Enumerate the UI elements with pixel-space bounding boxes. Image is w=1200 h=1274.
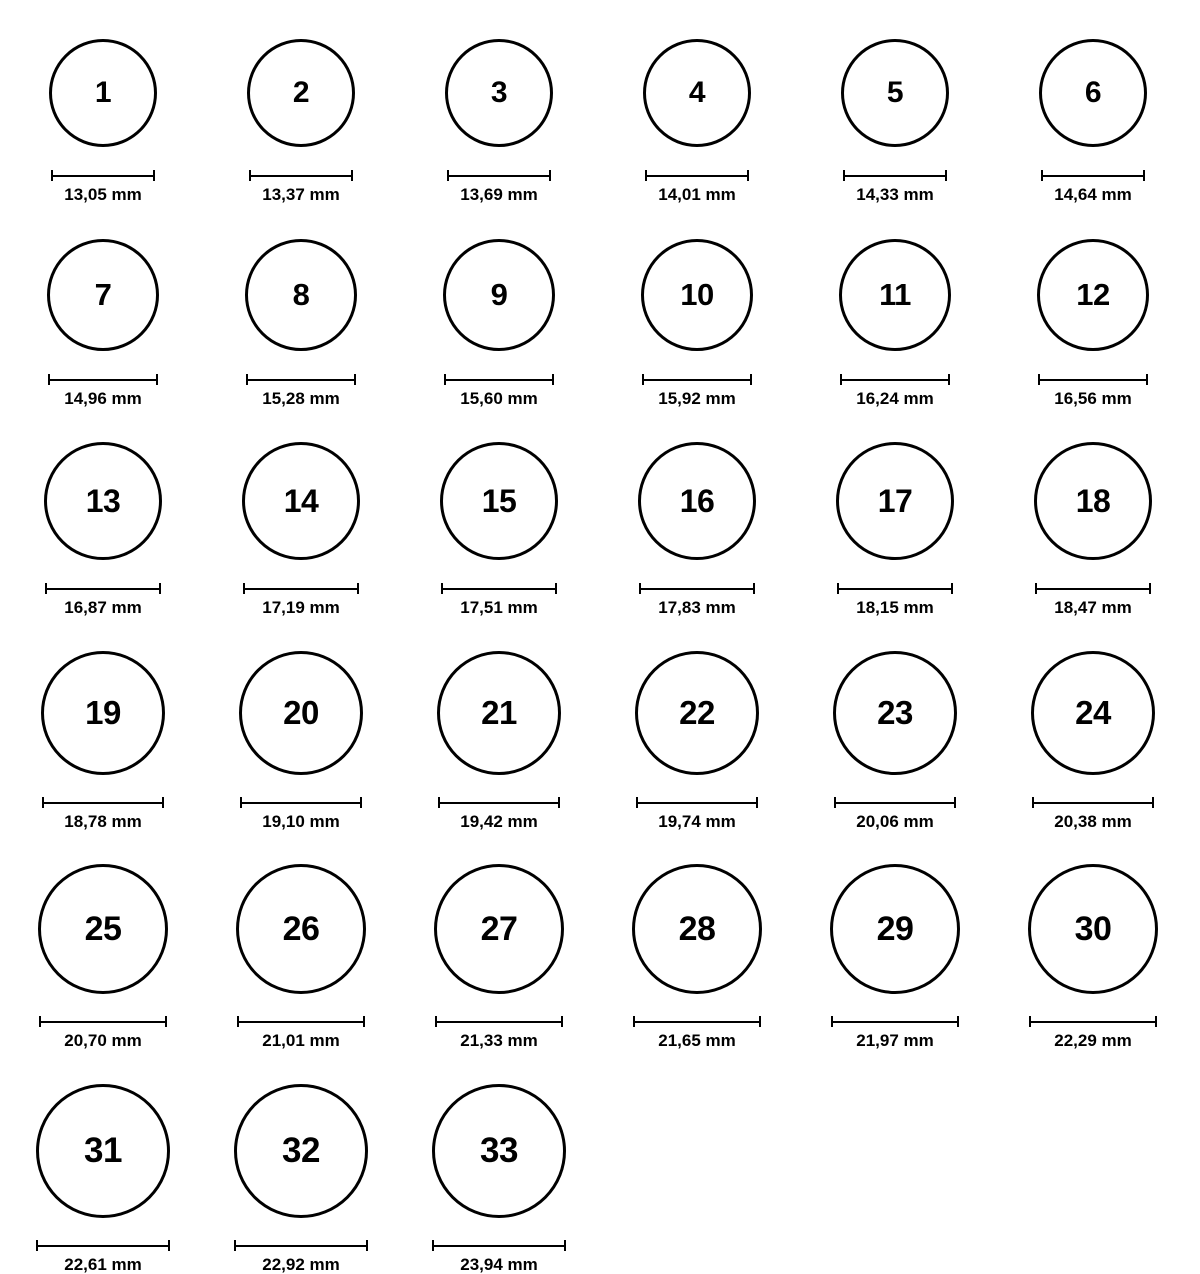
diameter-label: 19,42 mm [460, 812, 538, 831]
ring-circle-wrap [800, 630, 990, 795]
ring-circle-wrap [602, 630, 792, 795]
ring-size-cell [404, 217, 594, 407]
measure-bar-line [441, 588, 557, 590]
ring-size-number: 26 [282, 910, 320, 948]
ring-size-number: 13 [85, 483, 121, 519]
diameter-label: 18,15 mm [856, 598, 934, 617]
measure-bar-graphic [840, 374, 950, 385]
measure-bar-graphic [834, 797, 956, 808]
measure-bar-line [237, 1021, 365, 1023]
ring-size-number: 28 [678, 910, 716, 948]
diameter-measure-bar [240, 795, 362, 809]
ring-circle [38, 864, 168, 994]
ring-size-number: 3 [490, 76, 508, 109]
diameter-label: 21,97 mm [856, 1031, 934, 1050]
measure-bar-graphic [636, 797, 758, 808]
ring-circle-wrap [998, 844, 1188, 1014]
diameter-measure-bar [243, 581, 359, 595]
ring-circle [236, 864, 366, 994]
ring-circle [1031, 651, 1155, 775]
diameter-label: 13,05 mm [64, 185, 142, 204]
ring-circle [635, 651, 759, 775]
measure-bar-line [831, 1021, 959, 1023]
ring-size-cell [602, 421, 792, 616]
ring-circle [833, 651, 957, 775]
ring-size-cell [404, 630, 594, 830]
ring-circle-wrap [800, 421, 990, 581]
ring-circle-wrap [998, 630, 1188, 795]
diameter-label: 14,01 mm [658, 185, 736, 204]
ring-circle [239, 651, 363, 775]
ring-circle [41, 651, 165, 775]
diameter-label: 20,38 mm [1054, 812, 1132, 831]
ring-circle-wrap [206, 18, 396, 168]
ring-circle [445, 39, 553, 147]
measure-bar-line [432, 1245, 566, 1247]
measure-bar-line [639, 588, 755, 590]
diameter-label: 20,06 mm [856, 812, 934, 831]
measure-bar-line [636, 802, 758, 804]
ring-size-number: 5 [886, 76, 904, 109]
ring-circle-wrap [8, 421, 198, 581]
ring-size-cell [404, 844, 594, 1049]
measure-bar-graphic [234, 1240, 368, 1251]
ring-size-number: 33 [480, 1131, 518, 1170]
diameter-label: 13,37 mm [262, 185, 340, 204]
ring-circle-wrap [602, 421, 792, 581]
diameter-label: 22,92 mm [262, 1255, 340, 1274]
measure-bar-graphic [633, 1016, 761, 1027]
ring-size-cell [404, 1063, 594, 1273]
ring-size-number: 23 [877, 694, 913, 731]
ring-size-number: 30 [1074, 910, 1112, 948]
diameter-measure-bar [1041, 168, 1145, 182]
diameter-label: 15,28 mm [262, 389, 340, 408]
ring-size-cell [602, 630, 792, 830]
measure-bar-line [435, 1021, 563, 1023]
ring-size-cell [998, 217, 1188, 407]
diameter-measure-bar [39, 1014, 167, 1028]
ring-size-number: 17 [877, 483, 913, 519]
measure-bar-line [438, 802, 560, 804]
ring-circle [247, 39, 355, 147]
measure-bar-line [39, 1021, 167, 1023]
ring-circle-wrap [602, 18, 792, 168]
ring-size-number: 19 [85, 694, 121, 731]
diameter-label: 14,64 mm [1054, 185, 1132, 204]
diameter-measure-bar [645, 168, 749, 182]
measure-bar-graphic [642, 374, 752, 385]
diameter-measure-bar [1032, 795, 1154, 809]
ring-circle [437, 651, 561, 775]
diameter-label: 17,19 mm [262, 598, 340, 617]
ring-size-cell [404, 421, 594, 616]
diameter-label: 21,01 mm [262, 1031, 340, 1050]
ring-circle-wrap [800, 217, 990, 372]
measure-bar-line [240, 802, 362, 804]
measure-bar-line [36, 1245, 170, 1247]
diameter-label: 22,61 mm [64, 1255, 142, 1274]
ring-size-cell [998, 421, 1188, 616]
ring-circle-wrap [8, 18, 198, 168]
measure-bar-graphic [444, 374, 554, 385]
diameter-measure-bar [1035, 581, 1151, 595]
diameter-measure-bar [234, 1238, 368, 1252]
ring-size-cell [8, 844, 198, 1049]
ring-size-number: 24 [1075, 694, 1111, 731]
diameter-label: 14,96 mm [64, 389, 142, 408]
ring-size-cell [206, 630, 396, 830]
ring-size-number: 29 [876, 910, 914, 948]
ring-size-cell [8, 217, 198, 407]
measure-bar-line [48, 379, 158, 381]
ring-size-number: 32 [282, 1131, 320, 1170]
measure-bar-graphic [831, 1016, 959, 1027]
measure-bar-graphic [243, 583, 359, 594]
measure-bar-graphic [249, 170, 353, 181]
diameter-measure-bar [438, 795, 560, 809]
measure-bar-line [444, 379, 554, 381]
ring-size-cell [206, 18, 396, 203]
diameter-measure-bar [36, 1238, 170, 1252]
ring-row [0, 421, 1200, 616]
ring-circle-wrap [998, 18, 1188, 168]
ring-circle [242, 442, 360, 560]
ring-size-number: 18 [1075, 483, 1111, 519]
diameter-label: 16,56 mm [1054, 389, 1132, 408]
diameter-label: 15,60 mm [460, 389, 538, 408]
measure-bar-graphic [1038, 374, 1148, 385]
diameter-label: 13,69 mm [460, 185, 538, 204]
diameter-label: 15,92 mm [658, 389, 736, 408]
ring-size-number: 6 [1084, 76, 1102, 109]
ring-row [0, 217, 1200, 407]
ring-circle-wrap [8, 630, 198, 795]
diameter-measure-bar [843, 168, 947, 182]
ring-size-number: 1 [94, 76, 112, 109]
measure-bar-line [840, 379, 950, 381]
ring-size-number: 12 [1076, 277, 1110, 312]
ring-size-cell [800, 421, 990, 616]
ring-circle-wrap [404, 844, 594, 1014]
ring-circle [44, 442, 162, 560]
ring-size-cell [602, 18, 792, 203]
ring-circle-wrap [998, 217, 1188, 372]
diameter-measure-bar [447, 168, 551, 182]
ring-circle [1037, 239, 1149, 351]
ring-circle [432, 1084, 566, 1218]
measure-bar-graphic [36, 1240, 170, 1251]
ring-circle [49, 39, 157, 147]
measure-bar-line [45, 588, 161, 590]
diameter-measure-bar [51, 168, 155, 182]
ring-circle [830, 864, 960, 994]
measure-bar-graphic [42, 797, 164, 808]
ring-circle-wrap [404, 217, 594, 372]
ring-size-cell [998, 844, 1188, 1049]
measure-bar-line [843, 175, 947, 177]
ring-size-cell [602, 217, 792, 407]
measure-bar-line [1038, 379, 1148, 381]
ring-size-cell [8, 421, 198, 616]
diameter-label: 17,51 mm [460, 598, 538, 617]
ring-size-number: 25 [84, 910, 122, 948]
ring-size-cell [206, 217, 396, 407]
measure-bar-graphic [441, 583, 557, 594]
diameter-measure-bar [642, 372, 752, 386]
ring-size-number: 31 [84, 1131, 122, 1170]
measure-bar-line [447, 175, 551, 177]
diameter-measure-bar [246, 372, 356, 386]
ring-size-cell [800, 217, 990, 407]
diameter-measure-bar [444, 372, 554, 386]
measure-bar-line [633, 1021, 761, 1023]
ring-size-cell [800, 18, 990, 203]
ring-size-number: 16 [679, 483, 715, 519]
diameter-label: 22,29 mm [1054, 1031, 1132, 1050]
measure-bar-graphic [246, 374, 356, 385]
ring-size-cell [8, 630, 198, 830]
diameter-measure-bar [639, 581, 755, 595]
ring-circle-wrap [206, 1063, 396, 1238]
ring-size-number: 14 [283, 483, 319, 519]
diameter-label: 19,10 mm [262, 812, 340, 831]
diameter-measure-bar [45, 581, 161, 595]
diameter-measure-bar [435, 1014, 563, 1028]
ring-circle-wrap [206, 844, 396, 1014]
measure-bar-graphic [1029, 1016, 1157, 1027]
measure-bar-line [1032, 802, 1154, 804]
diameter-label: 16,87 mm [64, 598, 142, 617]
measure-bar-graphic [837, 583, 953, 594]
ring-circle-wrap [404, 421, 594, 581]
ring-size-cell [998, 18, 1188, 203]
ring-size-number: 8 [292, 277, 310, 312]
diameter-label: 18,47 mm [1054, 598, 1132, 617]
ring-row [0, 18, 1200, 203]
measure-bar-graphic [843, 170, 947, 181]
diameter-measure-bar [237, 1014, 365, 1028]
ring-circle [839, 239, 951, 351]
diameter-measure-bar [1038, 372, 1148, 386]
ring-circle [36, 1084, 170, 1218]
ring-circle [1034, 442, 1152, 560]
ring-size-number: 2 [292, 76, 310, 109]
measure-bar-graphic [237, 1016, 365, 1027]
ring-circle-wrap [206, 421, 396, 581]
ring-circle [841, 39, 949, 147]
ring-size-cell [206, 421, 396, 616]
ring-circle [245, 239, 357, 351]
measure-bar-line [51, 175, 155, 177]
ring-size-number: 11 [879, 277, 911, 312]
measure-bar-graphic [240, 797, 362, 808]
ring-circle-wrap [602, 844, 792, 1014]
ring-size-cell [206, 844, 396, 1049]
diameter-measure-bar [636, 795, 758, 809]
ring-circle [1028, 864, 1158, 994]
measure-bar-graphic [1041, 170, 1145, 181]
diameter-label: 19,74 mm [658, 812, 736, 831]
ring-size-number: 27 [480, 910, 518, 948]
ring-size-cell [404, 18, 594, 203]
measure-bar-graphic [447, 170, 551, 181]
measure-bar-line [1029, 1021, 1157, 1023]
ring-size-cell [8, 18, 198, 203]
ring-circle-wrap [998, 421, 1188, 581]
diameter-measure-bar [432, 1238, 566, 1252]
ring-circle [47, 239, 159, 351]
ring-size-cell [602, 844, 792, 1049]
diameter-label: 21,33 mm [460, 1031, 538, 1050]
ring-circle-wrap [206, 630, 396, 795]
measure-bar-line [249, 175, 353, 177]
ring-circle [643, 39, 751, 147]
diameter-measure-bar [831, 1014, 959, 1028]
diameter-label: 20,70 mm [64, 1031, 142, 1050]
diameter-measure-bar [42, 795, 164, 809]
ring-circle-wrap [602, 217, 792, 372]
ring-circle-wrap [404, 18, 594, 168]
ring-circle-wrap [206, 217, 396, 372]
ring-size-cell [998, 630, 1188, 830]
diameter-label: 16,24 mm [856, 389, 934, 408]
ring-circle [234, 1084, 368, 1218]
measure-bar-line [42, 802, 164, 804]
ring-size-cell [206, 1063, 396, 1273]
measure-bar-line [834, 802, 956, 804]
measure-bar-line [1041, 175, 1145, 177]
ring-circle [836, 442, 954, 560]
measure-bar-line [1035, 588, 1151, 590]
measure-bar-graphic [1032, 797, 1154, 808]
ring-circle [1039, 39, 1147, 147]
ring-row [0, 630, 1200, 830]
measure-bar-graphic [645, 170, 749, 181]
diameter-measure-bar [1029, 1014, 1157, 1028]
measure-bar-graphic [432, 1240, 566, 1251]
measure-bar-graphic [438, 797, 560, 808]
ring-circle-wrap [404, 1063, 594, 1238]
measure-bar-line [837, 588, 953, 590]
diameter-measure-bar [840, 372, 950, 386]
ring-row [0, 1063, 1200, 1273]
measure-bar-graphic [39, 1016, 167, 1027]
diameter-measure-bar [249, 168, 353, 182]
ring-size-number: 4 [688, 76, 706, 109]
diameter-label: 18,78 mm [64, 812, 142, 831]
measure-bar-graphic [639, 583, 755, 594]
ring-circle-wrap [404, 630, 594, 795]
measure-bar-line [243, 588, 359, 590]
ring-size-cell [8, 1063, 198, 1273]
measure-bar-line [645, 175, 749, 177]
ring-circle-wrap [800, 18, 990, 168]
ring-circle [440, 442, 558, 560]
ring-size-number: 10 [680, 277, 714, 312]
ring-size-cell [800, 630, 990, 830]
ring-circle [641, 239, 753, 351]
diameter-measure-bar [834, 795, 956, 809]
ring-size-number: 15 [481, 483, 517, 519]
diameter-measure-bar [633, 1014, 761, 1028]
diameter-label: 21,65 mm [658, 1031, 736, 1050]
ring-circle-wrap [8, 844, 198, 1014]
diameter-label: 23,94 mm [460, 1255, 538, 1274]
measure-bar-graphic [435, 1016, 563, 1027]
measure-bar-line [246, 379, 356, 381]
diameter-label: 17,83 mm [658, 598, 736, 617]
diameter-measure-bar [48, 372, 158, 386]
ring-size-number: 20 [283, 694, 319, 731]
measure-bar-graphic [45, 583, 161, 594]
ring-circle [638, 442, 756, 560]
ring-circle-wrap [8, 217, 198, 372]
measure-bar-line [234, 1245, 368, 1247]
diameter-label: 14,33 mm [856, 185, 934, 204]
measure-bar-graphic [51, 170, 155, 181]
measure-bar-graphic [48, 374, 158, 385]
diameter-measure-bar [837, 581, 953, 595]
ring-circle-wrap [8, 1063, 198, 1238]
ring-circle [632, 864, 762, 994]
measure-bar-line [642, 379, 752, 381]
measure-bar-graphic [1035, 583, 1151, 594]
ring-size-number: 22 [679, 694, 715, 731]
ring-circle [434, 864, 564, 994]
ring-circle [443, 239, 555, 351]
diameter-measure-bar [441, 581, 557, 595]
ring-row [0, 844, 1200, 1049]
ring-size-number: 21 [481, 694, 517, 731]
ring-circle-wrap [800, 844, 990, 1014]
ring-size-cell [800, 844, 990, 1049]
ring-size-number: 7 [94, 277, 112, 312]
ring-size-number: 9 [490, 277, 508, 312]
